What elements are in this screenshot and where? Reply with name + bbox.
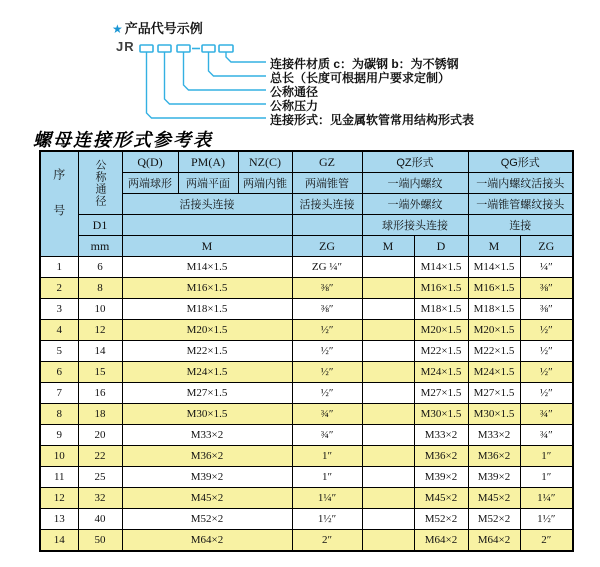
code-box xyxy=(158,45,171,52)
cell-dn: 22 xyxy=(78,446,122,467)
unit-header-qg-zg: ZG xyxy=(520,236,573,257)
empty-cell xyxy=(292,215,362,236)
cell-qz-m xyxy=(362,488,414,509)
subheader: 一端外螺纹 xyxy=(362,194,468,215)
code-label-pressure: 公称压力 xyxy=(270,99,319,113)
cell-qz-m xyxy=(362,257,414,278)
cell-qz-d: M14×1.5 xyxy=(414,257,468,278)
cell-qg-zg: ¼″ xyxy=(520,257,573,278)
dn-column-header: 公称通径 xyxy=(78,151,122,215)
subheader: 一端内螺纹活接头 xyxy=(468,173,573,194)
cell-dn: 25 xyxy=(78,467,122,488)
cell-qz-d: M22×1.5 xyxy=(414,341,468,362)
cell-qg-m: M45×2 xyxy=(468,488,520,509)
cell-m: M52×2 xyxy=(122,509,292,530)
subheader: 两端球形 xyxy=(122,173,178,194)
table-row xyxy=(40,320,573,341)
cell-qg-zg: ½″ xyxy=(520,362,573,383)
cell-dn: 15 xyxy=(78,362,122,383)
connector-line xyxy=(184,52,267,90)
cell-qz-m xyxy=(362,278,414,299)
cell-qg-zg: ⅜″ xyxy=(520,299,573,320)
cell-dn: 18 xyxy=(78,404,122,425)
cell-seq: 4 xyxy=(40,320,78,341)
subheader: 两端锥管 xyxy=(292,173,362,194)
cell-qg-m: M30×1.5 xyxy=(468,404,520,425)
cell-zg: ⅜″ xyxy=(292,278,362,299)
cell-seq: 7 xyxy=(40,383,78,404)
cell-qz-m xyxy=(362,404,414,425)
cell-qg-m: M14×1.5 xyxy=(468,257,520,278)
cell-qg-m: M20×1.5 xyxy=(468,320,520,341)
subheader: 连接 xyxy=(468,215,573,236)
table-row xyxy=(40,509,573,530)
table-row xyxy=(40,257,573,278)
group-header-qd: Q(D) xyxy=(122,151,178,173)
cell-qz-d: M45×2 xyxy=(414,488,468,509)
cell-m: M33×2 xyxy=(122,425,292,446)
code-box xyxy=(177,45,190,52)
cell-qg-zg: ⅜″ xyxy=(520,278,573,299)
cell-dn: 8 xyxy=(78,278,122,299)
cell-qg-zg: 1″ xyxy=(520,446,573,467)
cell-qg-zg: 1½″ xyxy=(520,509,573,530)
unit-header-qg-m: M xyxy=(468,236,520,257)
group-header-qg: QG形式 xyxy=(468,151,573,173)
cell-m: M22×1.5 xyxy=(122,341,292,362)
code-label-material: 连接件材质 c：为碳钢 b：为不锈钢 xyxy=(270,57,459,71)
cell-zg: 1½″ xyxy=(292,509,362,530)
cell-qg-m: M27×1.5 xyxy=(468,383,520,404)
unit-header-qz-m: M xyxy=(362,236,414,257)
seq-column-header: 序号 xyxy=(40,151,78,257)
cell-zg: ½″ xyxy=(292,383,362,404)
cell-dn: 14 xyxy=(78,341,122,362)
cell-dn: 12 xyxy=(78,320,122,341)
connector-line xyxy=(209,52,267,76)
cell-qg-zg: ¾″ xyxy=(520,425,573,446)
cell-zg: ½″ xyxy=(292,320,362,341)
cell-qz-m xyxy=(362,320,414,341)
cell-seq: 8 xyxy=(40,404,78,425)
cell-m: M16×1.5 xyxy=(122,278,292,299)
code-box xyxy=(219,45,233,52)
table-row xyxy=(40,404,573,425)
cell-qg-m: M39×2 xyxy=(468,467,520,488)
table-row xyxy=(40,341,573,362)
cell-zg: 1″ xyxy=(292,467,362,488)
cell-qg-zg: ¾″ xyxy=(520,404,573,425)
star-icon: ★ xyxy=(112,22,123,36)
cell-qg-m: M24×1.5 xyxy=(468,362,520,383)
subheader: 一端锥管螺纹接头 xyxy=(468,194,573,215)
table-row xyxy=(40,488,573,509)
cell-qz-d: M20×1.5 xyxy=(414,320,468,341)
cell-qz-m xyxy=(362,341,414,362)
cell-seq: 10 xyxy=(40,446,78,467)
cell-zg: ZG ¼″ xyxy=(292,257,362,278)
cell-zg: 1¼″ xyxy=(292,488,362,509)
cell-qz-m xyxy=(362,446,414,467)
cell-seq: 6 xyxy=(40,362,78,383)
cell-qg-m: M52×2 xyxy=(468,509,520,530)
cell-qg-zg: ½″ xyxy=(520,341,573,362)
table-row xyxy=(40,383,573,404)
cell-qz-d: M18×1.5 xyxy=(414,299,468,320)
cell-m: M30×1.5 xyxy=(122,404,292,425)
cell-qg-m: M18×1.5 xyxy=(468,299,520,320)
code-label-connection: 连接形式：见金属软管常用结构形式表 xyxy=(270,113,475,127)
cell-qg-m: M33×2 xyxy=(468,425,520,446)
code-label-length: 总长（长度可根据用户要求定制） xyxy=(270,71,451,85)
table-row xyxy=(40,299,573,320)
group-header-nzc: NZ(C) xyxy=(238,151,292,173)
cell-qz-m xyxy=(362,530,414,552)
cell-qz-d: M36×2 xyxy=(414,446,468,467)
header-row-4 xyxy=(40,215,573,236)
unit-header-qz-d: D xyxy=(414,236,468,257)
cell-m: M20×1.5 xyxy=(122,320,292,341)
cell-qz-d: M64×2 xyxy=(414,530,468,552)
cell-m: M36×2 xyxy=(122,446,292,467)
subheader: 一端内螺纹 xyxy=(362,173,468,194)
product-code-heading-text: 产品代号示例 xyxy=(124,21,203,36)
cell-m: M14×1.5 xyxy=(122,257,292,278)
cell-qg-zg: ½″ xyxy=(520,320,573,341)
unit-header-m: M xyxy=(122,236,292,257)
cell-qg-m: M36×2 xyxy=(468,446,520,467)
table-row xyxy=(40,362,573,383)
header-row-1 xyxy=(40,151,573,173)
cell-qz-m xyxy=(362,383,414,404)
cell-dn: 50 xyxy=(78,530,122,552)
cell-qz-m xyxy=(362,425,414,446)
cell-qg-m: M64×2 xyxy=(468,530,520,552)
cell-qz-d: M30×1.5 xyxy=(414,404,468,425)
code-box xyxy=(140,45,153,52)
cell-dn: 32 xyxy=(78,488,122,509)
cell-qz-d: M52×2 xyxy=(414,509,468,530)
cell-qz-m xyxy=(362,362,414,383)
cell-qg-zg: 2″ xyxy=(520,530,573,552)
nut-connection-table xyxy=(39,150,574,552)
cell-seq: 5 xyxy=(40,341,78,362)
cell-m: M39×2 xyxy=(122,467,292,488)
cell-zg: ¾″ xyxy=(292,425,362,446)
cell-dn: 10 xyxy=(78,299,122,320)
table-row xyxy=(40,425,573,446)
subheader: 两端内锥 xyxy=(238,173,292,194)
cell-seq: 11 xyxy=(40,467,78,488)
table-row xyxy=(40,278,573,299)
subheader: 球形接头连接 xyxy=(362,215,468,236)
cell-zg: ⅜″ xyxy=(292,299,362,320)
cell-qz-d: M27×1.5 xyxy=(414,383,468,404)
subheader: 活接头连接 xyxy=(292,194,362,215)
cell-m: M24×1.5 xyxy=(122,362,292,383)
cell-dn: 20 xyxy=(78,425,122,446)
cell-qg-zg: ½″ xyxy=(520,383,573,404)
subheader: 活接头连接 xyxy=(122,194,292,215)
cell-qz-m xyxy=(362,467,414,488)
cell-zg: ¾″ xyxy=(292,404,362,425)
cell-seq: 3 xyxy=(40,299,78,320)
mm-header: mm xyxy=(78,236,122,257)
cell-dn: 6 xyxy=(78,257,122,278)
table-row xyxy=(40,530,573,552)
cell-qg-zg: 1″ xyxy=(520,467,573,488)
cell-m: M64×2 xyxy=(122,530,292,552)
cell-dn: 16 xyxy=(78,383,122,404)
code-label-diameter: 公称通径 xyxy=(270,85,319,99)
code-box xyxy=(202,45,215,52)
connector-line xyxy=(226,52,266,62)
d1-header: D1 xyxy=(78,215,122,236)
cell-qz-m xyxy=(362,509,414,530)
code-prefix: JR xyxy=(116,39,135,54)
empty-cell xyxy=(122,215,292,236)
table-row xyxy=(40,446,573,467)
table-title: 螺母连接形式参考表 xyxy=(33,130,213,150)
group-header-qz: QZ形式 xyxy=(362,151,468,173)
cell-zg: ½″ xyxy=(292,362,362,383)
cell-seq: 14 xyxy=(40,530,78,552)
cell-m: M27×1.5 xyxy=(122,383,292,404)
cell-seq: 13 xyxy=(40,509,78,530)
cell-seq: 9 xyxy=(40,425,78,446)
cell-m: M45×2 xyxy=(122,488,292,509)
connector-line xyxy=(165,52,267,104)
cell-seq: 2 xyxy=(40,278,78,299)
unit-header-zg: ZG xyxy=(292,236,362,257)
table-row xyxy=(40,467,573,488)
group-header-gz: GZ xyxy=(292,151,362,173)
cell-qg-m: M16×1.5 xyxy=(468,278,520,299)
group-header-pma: PM(A) xyxy=(178,151,238,173)
cell-qg-m: M22×1.5 xyxy=(468,341,520,362)
cell-m: M18×1.5 xyxy=(122,299,292,320)
cell-seq: 1 xyxy=(40,257,78,278)
cell-qz-m xyxy=(362,299,414,320)
cell-qg-zg: 1¼″ xyxy=(520,488,573,509)
cell-zg: 1″ xyxy=(292,446,362,467)
cell-qz-d: M39×2 xyxy=(414,467,468,488)
cell-qz-d: M24×1.5 xyxy=(414,362,468,383)
cell-dn: 40 xyxy=(78,509,122,530)
cell-qz-d: M16×1.5 xyxy=(414,278,468,299)
cell-zg: 2″ xyxy=(292,530,362,552)
subheader: 两端平面 xyxy=(178,173,238,194)
cell-seq: 12 xyxy=(40,488,78,509)
cell-zg: ½″ xyxy=(292,341,362,362)
header-row-5 xyxy=(40,236,573,257)
cell-qz-d: M33×2 xyxy=(414,425,468,446)
